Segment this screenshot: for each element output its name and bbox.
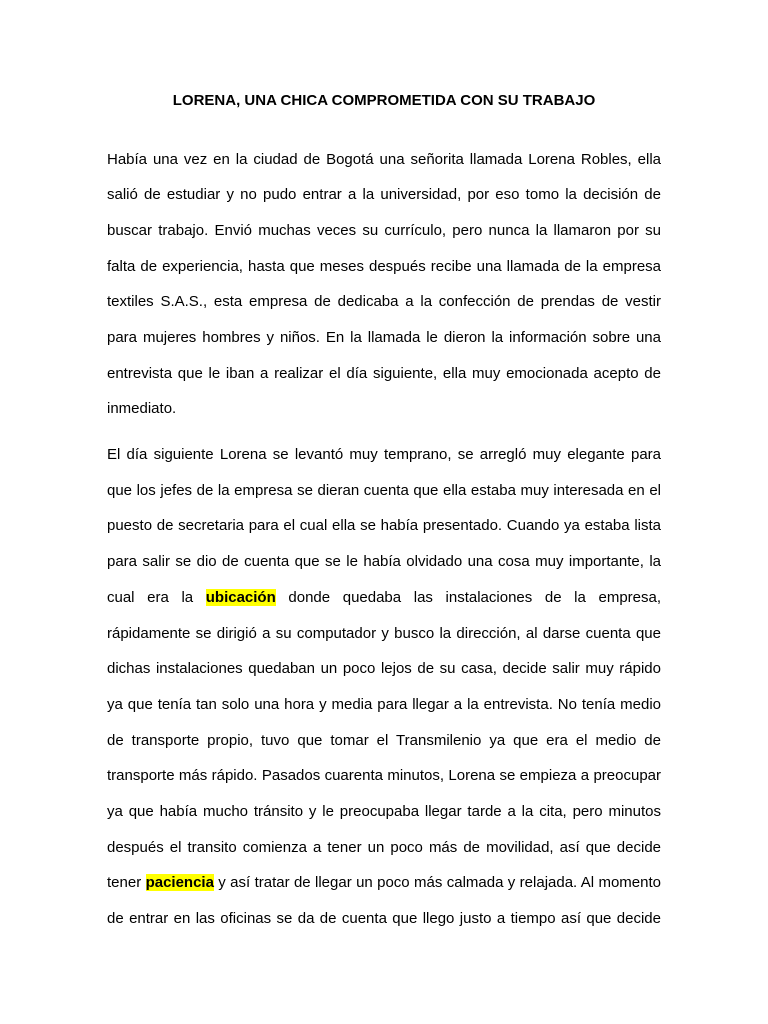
paragraph-1-line-7: entrevista que le iban a realizar el día siguiente, ella muy emocionada acepto de <box>107 365 661 382</box>
paragraph-1-line-5: textiles S.A.S., esta empresa de dedicaba a la confección de prendas de vestir <box>107 293 661 310</box>
paragraph-2-line-4: para salir se dio de cuenta que se le había olvidado una cosa muy importante, la <box>107 553 661 570</box>
line-text-before: cual era la <box>107 589 206 606</box>
highlighted-word-paciencia: paciencia <box>145 874 214 891</box>
paragraph-1-line-1: Había una vez en la ciudad de Bogotá una señorita llamada Lorena Robles, ella <box>107 151 661 168</box>
paragraph-2-line-14: de entrar en las oficinas se da de cuenta que llego justo a tiempo así que decide <box>107 910 661 927</box>
line-text-after: donde quedaba las instalaciones de la empresa, <box>275 589 662 606</box>
paragraph-2-line-8: ya que tenía tan solo una hora y media para llegar a la entrevista. No tenía medio <box>107 696 661 713</box>
paragraph-2-line-9: de transporte propio, tuvo que tomar el Transmilenio ya que era el medio de <box>107 732 661 749</box>
paragraph-2-line-1: El día siguiente Lorena se levantó muy temprano, se arregló muy elegante para <box>107 446 661 463</box>
highlighted-word-ubicacion: ubicación <box>205 589 276 606</box>
paragraph-2-line-3: puesto de secretaria para el cual ella se había presentado. Cuando ya estaba lista <box>107 517 661 534</box>
paragraph-1-line-2: salió de estudiar y no pudo entrar a la universidad, por eso tomo la decisión de <box>107 186 661 203</box>
paragraph-1-line-8: inmediato. <box>107 400 177 417</box>
line-text-before: tener <box>107 874 146 891</box>
paragraph-2-line-6: rápidamente se dirigió a su computador y busco la dirección, al darse cuenta que <box>107 625 661 642</box>
paragraph-1-line-6: para mujeres hombres y niños. En la llamada le dieron la información sobre una <box>107 329 661 346</box>
paragraph-2-line-7: dichas instalaciones quedaban un poco lejos de su casa, decide salir muy rápido <box>107 660 661 677</box>
paragraph-2-line-11: ya que había mucho tránsito y le preocupaba llegar tarde a la cita, pero minutos <box>107 803 661 820</box>
paragraph-2-line-10: transporte más rápido. Pasados cuarenta minutos, Lorena se empieza a preocupar <box>107 767 661 784</box>
paragraph-2-line-5 <box>107 588 661 608</box>
paragraph-2-line-13 <box>107 873 661 893</box>
line-text-after: y así tratar de llegar un poco más calmada y relajada. Al momento <box>213 874 661 891</box>
paragraph-2-line-12: después el transito comienza a tener un poco más de movilidad, así que decide <box>107 839 661 856</box>
paragraph-1-line-4: falta de experiencia, hasta que meses después recibe una llamada de la empresa <box>107 258 661 275</box>
document-title: LORENA, UNA CHICA COMPROMETIDA CON SU TRABAJO <box>172 92 596 109</box>
paragraph-2-line-2: que los jefes de la empresa se dieran cuenta que ella estaba muy interesada en el <box>107 482 661 499</box>
paragraph-1-line-3: buscar trabajo. Envió muchas veces su currículo, pero nunca la llamaron por su <box>107 222 661 239</box>
